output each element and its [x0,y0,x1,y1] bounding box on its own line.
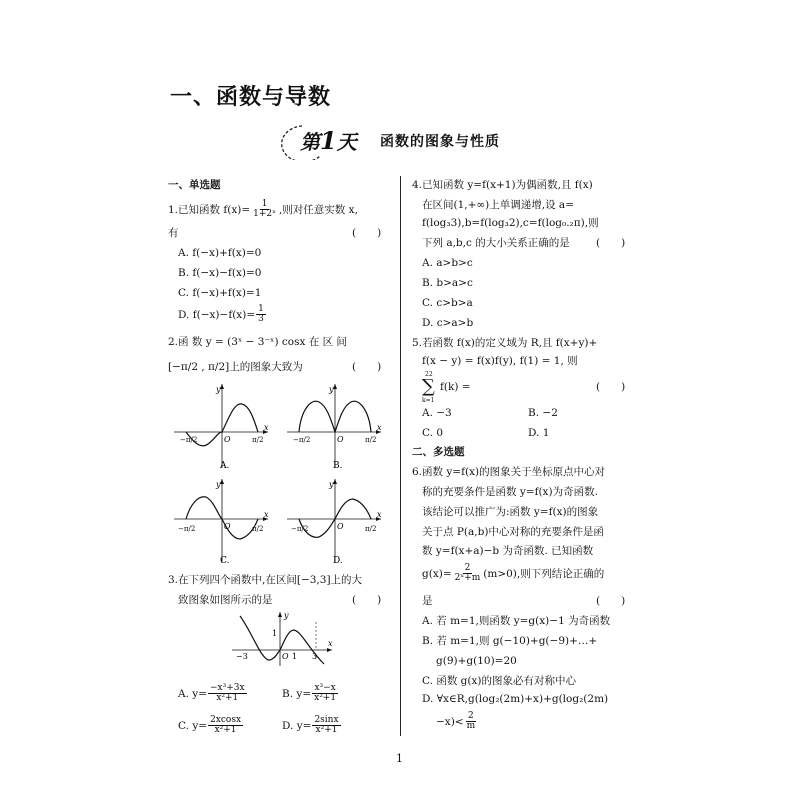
q6-g-condition: (m>0),则下列结论正确的 [483,567,605,580]
q6-line-7: 是 [422,595,433,607]
axis-x-label: x [328,639,333,648]
q1-option-d-frac [256,305,266,325]
day-prefix: 第 [300,130,320,154]
q2-label-a: A. [220,461,230,470]
axis-origin-label: O [224,435,231,444]
tick-pos-pi-half: π/2 [365,525,377,533]
q1-option-d-text: D. f(−x)−f(x)= [178,308,256,321]
q5-line-1: 5.若函数 f(x)的定义域为 R,且 f(x+y)+ [412,337,598,349]
q1-d-num: 1 [258,304,264,314]
tick-y-one: 1 [272,629,278,638]
q3-a-frac [208,684,247,704]
q3-d-frac [312,716,340,736]
q6-option-a: A. 若 m=1,则函数 y=g(x)−1 为奇函数 [422,615,611,627]
q1-option-b: B. f(−x)−f(x)=0 [178,267,262,279]
q1-stem-b: ,则对任意实数 x, [278,203,358,216]
page-number: 1 [396,752,403,765]
q6-d-text: −x)< [436,715,464,728]
q6-g-frac [453,564,483,584]
q3-option-d [282,716,342,736]
q3-a-prefix: A. y= [178,687,207,700]
q6-d-num: 2 [468,711,474,721]
q3-c-den: x²+1 [214,725,237,736]
axis-origin-label: O [337,522,344,531]
q6-option-d-line-2 [436,712,478,732]
q3-graph [228,608,338,668]
q3-b-num: x³−x [314,683,336,693]
q4-line-3: f(log₃3),b=f(log₃2),c=f(log₀.₂π),则 [422,217,599,229]
q5-option-b: B. −2 [528,407,558,419]
tick-pos-pi-half: π/2 [365,436,377,444]
q1-stem [168,200,358,220]
q2-graph-d [285,475,385,565]
q2-answer-paren: ( ) [352,361,382,373]
day-number-digit: 1 [320,126,337,155]
q3-a-den: x²+1 [216,693,239,704]
tick-neg-three: −3 [236,652,248,661]
q2-graph-b [285,380,385,470]
q3-d-prefix: D. y= [282,719,312,732]
section-single-choice: 一、单选题 [168,179,221,191]
q2-graph-a [172,380,272,470]
q6-line-3: 该结论可以推广为:函数 y=f(x)的图象 [422,506,599,518]
chapter-title: 一、函数与导数 [170,84,332,110]
axis-x-label: x [377,423,382,432]
q3-c-num: 2xcosx [210,715,242,725]
q6-option-d-line-1: D. ∀x∈R,g(log₂(2m)+x)+g(log₂(2m) [422,693,609,705]
q5-option-d: D. 1 [528,427,550,439]
q6-option-b-line-2: g(9)+g(10)=20 [436,655,517,667]
axis-x-label: x [264,423,269,432]
q2-graph-c [172,475,272,565]
q1-fraction [251,200,278,220]
q6-option-c: C. 函数 g(x)的图象必有对称中心 [422,675,577,687]
q5-sum-upper: 22 [425,371,433,378]
q1-d-den: 3 [258,314,264,325]
q3-d-den: x²+1 [315,725,338,736]
q5-sum-symbol: ∑ [422,376,435,397]
tick-three: 3 [312,652,318,661]
day-number [300,126,357,155]
tick-x-one: 1 [292,652,298,661]
q1-option-c: C. f(−x)+f(x)=1 [178,287,262,299]
axis-y-label: y [284,611,289,620]
q6-d-frac [465,712,478,732]
q1-stem-a: 1.已知函数 f(x)= [168,203,251,216]
q4-option-c: C. c>b>a [422,297,473,309]
axis-x-label: x [377,510,382,519]
axis-x-label: x [264,510,269,519]
day-suffix: 天 [336,130,357,154]
tick-pos-pi-half: π/2 [252,525,264,533]
tick-neg-pi-half: −π/2 [178,525,196,533]
q3-option-a [178,684,248,704]
q4-option-a: A. a>b>c [422,257,473,269]
q2-label-b: B. [333,461,343,470]
q6-d-den: m [466,721,476,732]
q3-c-frac [208,716,243,736]
tick-pos-pi-half: π/2 [252,436,264,444]
q5-sum-lower: k=1 [422,397,435,404]
q6-g-num: 2 [464,563,471,573]
q4-option-b: B. b>a>c [422,277,473,289]
q5-sum-body: f(k) = [440,381,471,393]
q3-answer-paren: ( ) [352,594,382,606]
axis-origin-label: O [224,522,231,531]
q1-option-d [178,305,267,325]
q3-b-den: x²+1 [314,693,337,704]
q6-option-b-line-1: B. 若 m=1,则 g(−10)+g(−9)+…+ [422,635,598,647]
q3-a-num: −x³+3x [210,683,245,693]
q6-answer-paren: ( ) [596,595,626,607]
q6-g-den: 2ˣ+m [454,573,481,584]
tick-neg-pi-half: −π/2 [291,525,309,533]
axis-y-label: y [329,480,334,489]
q3-stem-a: 3.在下列四个函数中,在区间[−3,3]上的大 [168,574,363,586]
section-multi-choice: 二、多选题 [412,446,465,458]
q6-line-1: 6.函数 y=f(x)的图象关于坐标原点中心对 [412,466,606,478]
q2-stem-a: 2.函 数 y = (3ˣ − 3⁻ˣ) cosx 在 区 间 [168,336,347,348]
q1-frac-num: 1 [261,199,268,209]
q6-g-def: g(x)= [422,567,452,580]
q4-option-d: D. c>a>b [422,317,474,329]
q1-stem-c: 有 [168,227,179,239]
q2-label-c: C. [220,556,230,565]
q6-line-4: 关于点 P(a,b)中心对称的充要条件是函 [422,526,604,538]
q3-stem-b: 致图象如图所示的是 [178,594,273,606]
q2-stem-b: [−π/2 , π/2]上的图象大致为 [168,361,303,373]
q3-c-prefix: C. y= [178,719,208,732]
axis-origin-label: O [337,435,344,444]
q3-option-b [282,684,339,704]
q1-frac-den: 1+2ˣ [253,209,276,220]
q2-label-d: D. [333,556,343,565]
q5-option-c: C. 0 [422,427,444,439]
q4-line-2: 在区间(1,+∞)上单调递增,设 a= [422,199,574,211]
q1-option-a: A. f(−x)+f(x)=0 [178,247,262,259]
column-divider [400,176,401,736]
q5-answer-paren: ( ) [596,381,626,393]
q6-line-6 [422,564,604,584]
q6-line-2: 称的充要条件是函数 y=f(x)为奇函数. [422,486,598,498]
q6-line-5: 数 y=f(x+a)−b 为奇函数. 已知函数 [422,545,594,557]
q4-line-1: 4.已知函数 y=f(x+1)为偶函数,且 f(x) [412,179,593,191]
day-title: 函数的图象与性质 [380,134,500,150]
q3-b-frac [312,684,338,704]
axis-y-label: y [329,385,334,394]
q4-answer-paren: ( ) [596,237,626,249]
q3-b-prefix: B. y= [282,687,312,700]
axis-y-label: y [216,385,221,394]
day-banner [280,120,530,160]
q1-answer-paren: ( ) [352,227,382,239]
q3-d-num: 2sinx [314,715,339,725]
tick-neg-pi-half: −π/2 [180,436,198,444]
q5-line-2: f(x − y) = f(x)f(y), f(1) = 1, 则 [422,355,578,367]
q3-option-c [178,716,244,736]
q5-option-a: A. −3 [422,407,452,419]
axis-y-label: y [216,480,221,489]
q4-line-4: 下列 a,b,c 的大小关系正确的是 [422,237,570,249]
axis-origin-label: O [282,652,289,661]
tick-neg-pi-half: −π/2 [293,436,311,444]
